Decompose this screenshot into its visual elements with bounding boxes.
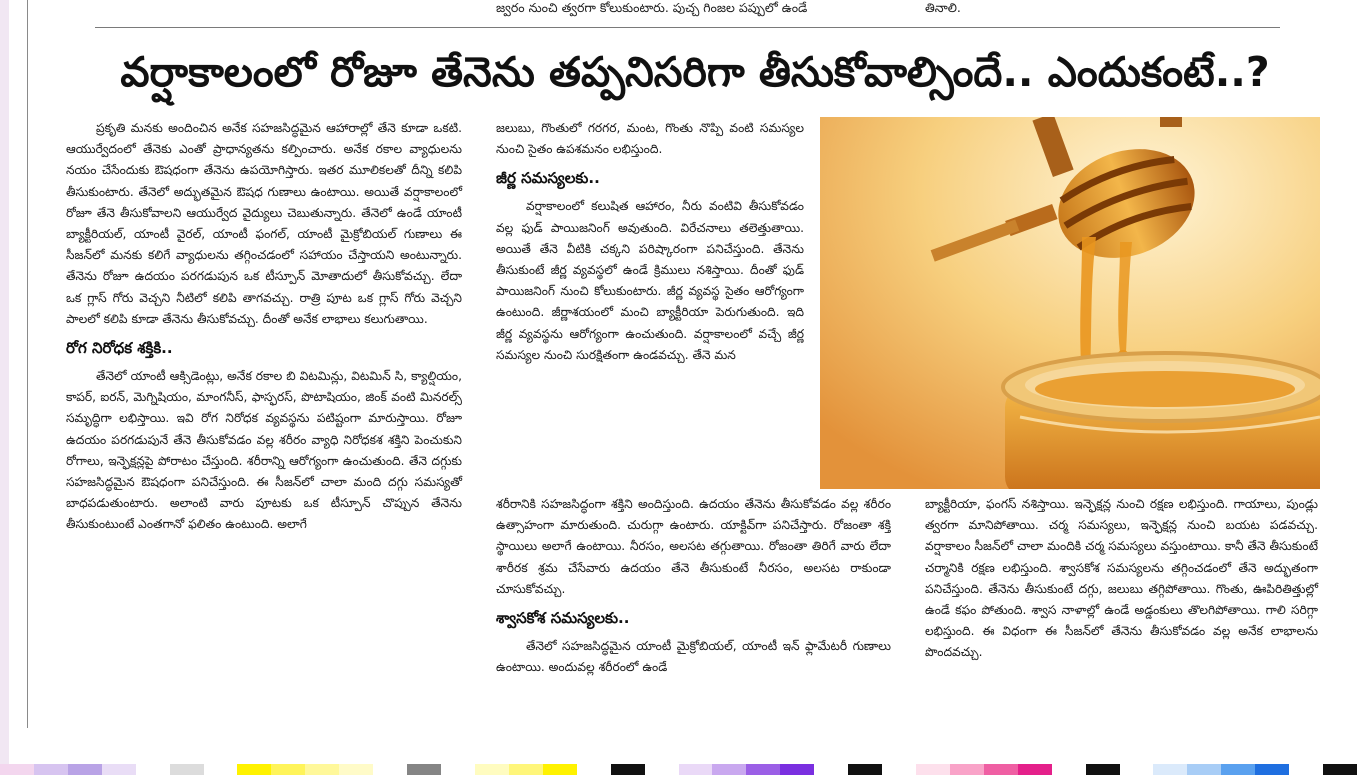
registration-swatch: [916, 764, 950, 775]
registration-swatch: [1255, 764, 1289, 775]
registration-swatch: [780, 764, 814, 775]
registration-swatch: [339, 764, 373, 775]
article-column-1: [66, 118, 462, 536]
registration-swatch: [746, 764, 780, 775]
registration-swatch: [441, 764, 475, 775]
registration-swatch: [34, 764, 68, 775]
registration-swatch: [271, 764, 305, 775]
article-column-2-bottom: [496, 494, 891, 678]
registration-swatch: [136, 764, 170, 775]
continuation-paragraph: జలుబు, గొంతులో గరగర, మంట, గొంతు నొప్పి వంటి సమస్యల నుంచి సైతం ఉపశమనం లభిస్తుంది.: [496, 121, 804, 157]
registration-swatch: [577, 764, 611, 775]
registration-swatch: [407, 764, 441, 775]
registration-swatch: [543, 764, 577, 775]
registration-swatch: [475, 764, 509, 775]
registration-swatch: [102, 764, 136, 775]
registration-swatch: [1323, 764, 1357, 775]
registration-swatch: [1221, 764, 1255, 775]
registration-swatch: [712, 764, 746, 775]
article-divider-rule: [95, 27, 1280, 28]
subheading-respiratory: శ్వాసకోశ సమస్యలకు..: [496, 609, 630, 628]
registration-swatch: [1289, 764, 1323, 775]
registration-swatch: [1120, 764, 1154, 775]
registration-swatch: [1153, 764, 1187, 775]
registration-swatch: [237, 764, 271, 775]
registration-swatch: [848, 764, 882, 775]
digestion-paragraph: వర్షాకాలంలో కలుషిత ఆహారం, నీరు వంటివి తీసుకోవడం వల్ల ఫుడ్ పాయిజనింగ్ అవుతుంది. విరేచనాలు తలెత్తుతాయి. అయితే తేనె వీటికి చక్కని పరిష్కారంగా పనిచేస్తుంది. తేనెను తీసుకుంటే జీర్ణ వ్యవస్థలో ఉండే క్రిములు నశిస్తాయి. దీంతో ఫుడ్ పాయిజనింగ్ నుంచి కోలుకుంటారు. జీర్ణ వ్యవస్థ సైతం ఆరోగ్యంగా ఉంటుంది. జీర్ణాశయంలో మంచి బ్యాక్టీరియా పెరుగుతుంది. ఇది జీర్ణ వ్యవస్థను ఆరోగ్యంగా ఉంచుతుంది. వర్షాకాలంలో వచ్చే జీర్ణ సమస్యల నుంచి సురక్షితంగా ఉండవచ్చు. తేనె మన: [496, 199, 804, 362]
registration-swatch: [1086, 764, 1120, 775]
respiratory-paragraph: తేనెలో సహజసిద్ధమైన యాంటీ మైక్రోబియల్, యాంటీ ఇన్ ఫ్లామేటరీ గుణాలు ఉంటాయి. అందువల్ల శరీరంలో ఉండే: [496, 639, 891, 675]
registration-swatch: [882, 764, 916, 775]
page-margin-bar: [0, 0, 9, 775]
registration-swatch: [679, 764, 713, 775]
registration-swatch: [305, 764, 339, 775]
registration-swatch: [68, 764, 102, 775]
intro-paragraph: ప్రకృతి మనకు అందించిన అనేక సహజసిద్ధమైన ఆహారాల్లో తేనె కూడా ఒకటి. ఆయుర్వేదంలో తేనెకు ఎంతో ప్రాధాన్యతను కల్పించారు. అనేక రకాల వ్యాధులను నయం చేసేందుకు ఔషధంగా తేనెను ఉపయోగిస్తారు. ఇతర మూలికలతో దీన్ని కలిపి తీసుకుంటారు. తేనెలో అద్భుతమైన ఔషధ గుణాలు ఉంటాయి. అయితే వర్షాకాలంలో రోజూ తేనె తీసుకోవాలని ఆయుర్వేద వైద్యులు చెబుతున్నారు. తేనెలో ఉండే యాంటీ బ్యాక్టీరియల్, యాంటీ వైరల్, యాంటీ ఫంగల్, యాంటీ మైక్రోబియల్ గుణాలు ఈ సీజన్‌లో మనకు కలిగే వ్యాధులను తగ్గించడంలో సహాయం చేస్తాయని అంటున్నారు. తేనెను రోజూ ఉదయం పరగడుపున ఒక టీస్పూన్ మోతాదులో తీసుకోవచ్చు. లేదా ఒక గ్లాస్ గోరు వెచ్చని నీటిలో కలిపి తాగవచ్చు. రాత్రి పూట ఒక గ్లాస్ గోరు వెచ్చని పాలలో కలిపి కూడా తేనెను తీసుకోవచ్చు. దీంతో అనేక లాభాలు కలుగుతాయి.: [66, 121, 462, 326]
previous-article-fragment-right: తినాలి.: [925, 0, 961, 15]
column-rule: [27, 0, 28, 728]
print-registration-strip: [0, 764, 1357, 775]
honey-photo: [820, 117, 1320, 489]
registration-swatch: [1187, 764, 1221, 775]
article-headline: వర్షాకాలంలో రోజూ తేనెను తప్పనిసరిగా తీసుకోవాల్సిందే.. ఎందుకంటే..?: [120, 48, 1270, 96]
honey-dipper-jar-illustration: [820, 117, 1320, 489]
registration-swatch: [611, 764, 645, 775]
registration-swatch: [814, 764, 848, 775]
energy-paragraph: శరీరానికి సహజసిద్ధంగా శక్తిని అందిస్తుంది. ఉదయం తేనెను తీసుకోవడం వల్ల శరీరం ఉత్సాహంగా మారుతుంది. చురుగ్గా ఉంటారు. యాక్టివ్‌గా పనిచేస్తారు. రోజంతా శక్తి స్థాయిలు అలాగే ఉంటాయి. నీరసం, అలసట తగ్గుతాయి. రోజంతా తిరిగే వారు లేదా శారీరక శ్రమ చేసేవారు ఉదయం తేనె తీసుకుంటే నీరసం, అలసట రాకుండా చూసుకోవచ్చు.: [496, 497, 891, 596]
registration-swatch: [984, 764, 1018, 775]
registration-swatch: [1052, 764, 1086, 775]
registration-swatch: [509, 764, 543, 775]
subheading-immunity: రోగ నిరోధక శక్తికి..: [66, 339, 173, 358]
registration-swatch: [373, 764, 407, 775]
registration-swatch: [204, 764, 238, 775]
registration-swatch: [950, 764, 984, 775]
article-column-3: [925, 494, 1318, 664]
registration-swatch: [645, 764, 679, 775]
previous-article-fragment: జ్వరం నుంచి త్వరగా కోలుకుంటారు. పుచ్చ గింజల పప్పులో ఉండే: [496, 0, 808, 15]
skin-respiratory-paragraph: బ్యాక్టీరియా, ఫంగస్ నశిస్తాయి. ఇన్ఫెక్షన్ల నుంచి రక్షణ లభిస్తుంది. గాయాలు, పుండ్లు త్వరగా మానిపోతాయి. చర్మ సమస్యలు, ఇన్ఫెక్షన్ల నుంచి బయట పడవచ్చు. వర్షాకాలం సీజన్‌లో చాలా మందికి చర్మ సమస్యలు వస్తుంటాయి. కానీ తేనె తీసుకుంటే చర్మానికి రక్షణ లభిస్తుంది. శ్వాసకోశ సమస్యలను తగ్గించడంలో తేనె అద్భుతంగా పనిచేస్తుంది. తేనెను తీసుకుంటే దగ్గు, జలుబు తగ్గిపోతాయి. గొంతు, ఊపిరితిత్తుల్లో ఉండే కఫం పోతుంది. శ్వాస నాళాల్లో ఉండే అడ్డంకులు తొలగిపోతాయి. గాలి సరిగ్గా లభిస్తుంది. ఈ విధంగా ఈ సీజన్‌లో తేనెను తీసుకోవడం వల్ల అనేక లాభాలను పొందవచ్చు.: [925, 497, 1318, 660]
registration-swatch: [1018, 764, 1052, 775]
registration-swatch: [0, 764, 34, 775]
subheading-digestion: జీర్ణ సమస్యలకు..: [496, 169, 600, 188]
immunity-paragraph: తేనెలో యాంటీ ఆక్సిడెంట్లు, అనేక రకాల బి విటమిన్లు, విటమిన్ సి, క్యాల్షియం, కాపర్, ఐరన్, మెగ్నిషియం, మాంగనీస్, ఫాస్ఫరస్, పొటాషియం, జింక్ వంటి మినరల్స్ సమృద్ధిగా లభిస్తాయి. ఇవి రోగ నిరోధక వ్యవస్థను పటిష్టంగా మారుస్తాయి. రోజూ ఉదయం పరగడుపునే తేనె తీసుకోవడం వల్ల శరీరం వ్యాధి నిరోధకశ శక్తిని పెంచుకుని రోగాలు, ఇన్ఫెక్షన్లపై పోరాటం చేస్తుంది. శరీరాన్ని ఆరోగ్యంగా ఉంచుతుంది. తేనె దగ్గుకు సహజసిద్ధమైన ఔషధంగా పనిచేస్తుంది. ఈ సీజన్‌లో చాలా మంది దగ్గు సమస్యతో బాధపడుతుంటారు. అలాంటి వారు పూటకు ఒక టీస్పూన్ చొప్పున తేనెను తీసుకుంటుంటే ఎంతగానో ఫలితం ఉంటుంది. అలాగే: [66, 369, 462, 532]
article-column-2-top: [496, 118, 804, 366]
registration-swatch: [170, 764, 204, 775]
